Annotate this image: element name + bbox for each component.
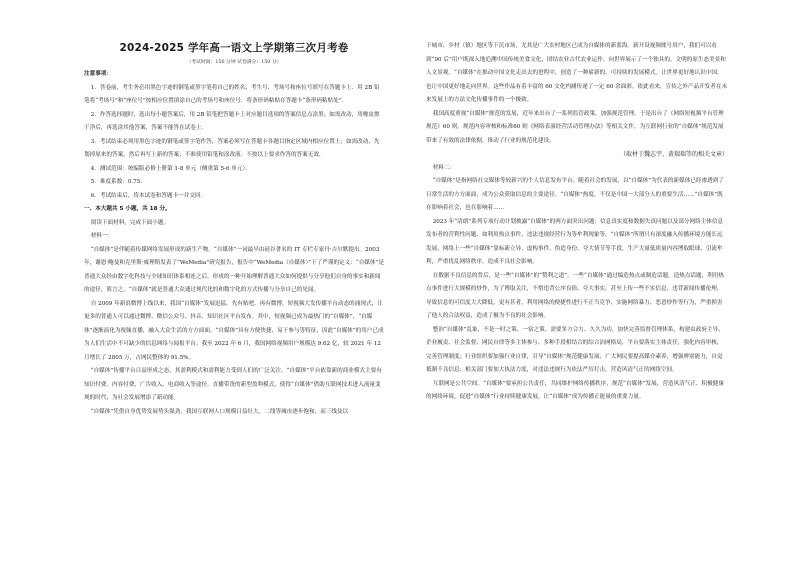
- body-paragraph: 2023 年“清朗”系列专项行动计划披露“自媒体”的两方面突出问题：信息真实度和数据失真问题以及部分网络主体信息发布者的营利性问题，如利用热点事件、违法违规经营行为等牟利现象等。“自媒体”所谓只有深度融入传播环境方能长远发展，网络上一些“自媒体”靠标新立异、虚构事件、伪造身份、夸大情节等手段，生产大量低质量内容博取眼球、引流牟利，严重扰乱网络秩序，造成不良社会影响。: [426, 218, 724, 265]
- body-paragraph: 自 2009 年新浪微博上线以来，我国“自媒体”发展迅猛，先有贴吧、再有微博，短视频大发传播平台动态的涌现式，让更多的普通人可以通过微博、微信公众号、抖音、知识社区平台发布。其中，短视频已成为最热门的“自媒体”，“自媒体”逐渐演化为视频直播，融入大众生活的方方面面。“自媒体”具有方便快捷、易于参与等特征，因此“自媒体”的用户已成为人们生活中不可缺少的信息网络与闻报平台。我至 2022 年 6 月，我国网络视频用户规模达 9.62 亿，较 2021 年 12 月增长了 2805 万，占网民整体的 91.5%。: [84, 300, 384, 361]
- body-paragraph: 我国高度重视“自媒体”规范的发展，近年来出台了一系列监管政策，加强规范管理。于是出台了《网络短视频平台管理规范》60 则，规范内容审核和标准60 则《网络表演经营活动管理办法》等相关文件，为互联网行业的“自媒体”规范发展带来了有效的法律依据，推动了行业的规范化建设。: [426, 110, 724, 144]
- right-column: [426, 40, 728, 405]
- body-paragraph: “自媒体”凭借自身优势发展势头强劲，我国互联网人口规模日益壮大。二线等城市逐步饱和，而三线及以: [90, 408, 349, 415]
- note-item: 1．答卷前，考生务必用黑色字迹的钢笔或签字笔将自己的姓名、考生号、考场号和座位号填写在答题卡上．用 2B 铅笔将“考场号”和“座位号”按相应位置填涂自己的考场号和座位号．将条形码粘贴在答题卡“条形码粘贴处”．: [84, 84, 380, 104]
- material-label: 材料一：: [90, 233, 114, 239]
- body-paragraph: 整治“自媒体”乱象，不是一时之策、一宿之策。需要多方合力、久久为功，加快完善监督管理体系，构建由政府主导、企业履责、社会监督、网民自律等多主体参与、多种手段相结合的综合治网格局，平台要落实主体责任，强化内容审核，完善管理制度；行业组织要加强行业自律，引导“自媒体”规范健康发展；广大网民要提高媒介素养，增强辨别能力，自觉抵制不良信息；相关部门要加大执法力度，对违法违规行为依法严厉打击，营造风清气正的网络空间。: [426, 326, 724, 373]
- material-label: 材料二：: [432, 164, 456, 171]
- source-note: （取材于魏志宇、黄瑞瑞等的相关文章）: [619, 151, 728, 158]
- note-item: 6．考试结束后，将本试卷和答题卡一并交回．: [90, 192, 207, 199]
- body-paragraph: “自媒体”是指网络社交媒体等较新兴的个人信息发布平台。随着社会的发展，以“自媒体”为代表的新媒体已经渗透到了日常生活的方方面面，成为公众获取信息的主要途径。“自媒体”热度，不仅是中国一大部分人的重要生活……“自媒体”既在影响着社会，也在影响着……: [426, 178, 724, 211]
- body-paragraph: “自媒体”传播平台日益形成之态，其盈利模式和盈利能力受到人们的广泛关注。“自媒体”平台依靠新的商业模式主要有知识付费、内容付费、广告收入、电商收入等途径。直播带货的新型盈利模式，使得“自媒体”借助互联网技术进入流量变现的时代，为社会发展增添了新动能。: [84, 368, 382, 401]
- note-item: 4．测试范围：统编版必修上册第 1-8 单元（侧重第 5-6 单元）．: [90, 165, 251, 172]
- page-title: 2024-2025 学年高一语文上学期第三次月考卷: [119, 42, 349, 54]
- note-item: 5．难度系数：0.75．: [90, 179, 146, 185]
- body-paragraph: 下城市、乡村（镇）地区等下沉市场，尤其是广大农村地区已成为自媒体的新蓝海。新开设视频账号用户，我们可以看到“90 后”用户既深入地追溯中国传统美食文化，团结农业古代农业运作、向世界展示了一个独具的、文明的原生态美景和人文景观。“自媒体”在推动中国文化走出去的进程中，创造了一种崭新的、可持续的发展模式。让世界更好地认识中国，也让中国更好地走向世界。这些作品有着丰富的 60 文化内涵传递了一定 60 余面彩。依此看来，宣传之外产品开发者在未来发展上的方法文化传播事件的一个极致。: [426, 43, 728, 103]
- instruction-text: 阅读下面材料，完成下面小题。: [90, 219, 170, 226]
- body-paragraph: 在数据不良信息的背后，是一些“自媒体”的“赞利之道”。一些“自媒体”通过编造热点或制造话题，造热点话题，利用热点事件进行大规模的炒作，为了博取关注，不惜违背公序良俗、夸大事实，甚至上传一些不实信息，违背新闻传播伦理，导致信息的可信度大大降低。更有甚者，利用网络的便捷性进行不正当竞争，实施网络暴力、恶意炒作等行为，严重损害了他人的合法权益，造成了极为不良的社会影响。: [426, 272, 724, 319]
- page-subtitle: （考试时间：150 分钟 试卷满分：150 分）: [186, 60, 282, 65]
- notes-heading: 注意事项：: [84, 71, 112, 77]
- note-item: 2．作答选择题时，选出每小题答案后，用 2B 铅笔把答题卡上对应题目选项的答案信息点涂黑；如需改动，用橡皮擦干净后，再选涂其他答案，答案不能答在试卷上．: [84, 111, 380, 131]
- section-heading: 一、本大题共 5 小题，共 18 分。: [84, 206, 171, 212]
- body-paragraph: “自媒体”是伴随着传媒网络发展形成的新生产物。“自媒体”一词最早由硅谷著名的 IT 专栏专家丹·吉尔默提出。2003 年，谢恩·鲍曼和克里斯·威理斯发表了“WeMedia”研究报告，报告中“WeMedia（自媒体）”下了严谨的定义：“自媒体”是普通大众经由数字化科技与全球知识体系相连之后，形成的一种开始理解普通大众如何提供与分享他们自身的事实和新闻的途径。简言之，“自媒体”就是普通大众通过现代化的和数字化的方式传播与分享自己的见闻。: [84, 246, 384, 293]
- left-column: [84, 68, 384, 419]
- note-item: 3．考试结束必须用黑色字迹的钢笔或签字笔作答，答案必须写在答题卡各题目指定区域内相应位置上；如需改动，先划掉原来的答案，然后再写上新的答案；不准使用铅笔和涂改液．不按以上要求作答的答案无效．: [84, 138, 380, 158]
- body-paragraph: 互联网是公共空间。“自媒体”要承担公共责任，共同维护网络传播秩序，规范“自媒体”发展，营造风清气正、积极健康的网络环境，促进“自媒体”行业持续健康发展，让“自媒体”成为传播正能量的重要力量。: [426, 380, 724, 400]
